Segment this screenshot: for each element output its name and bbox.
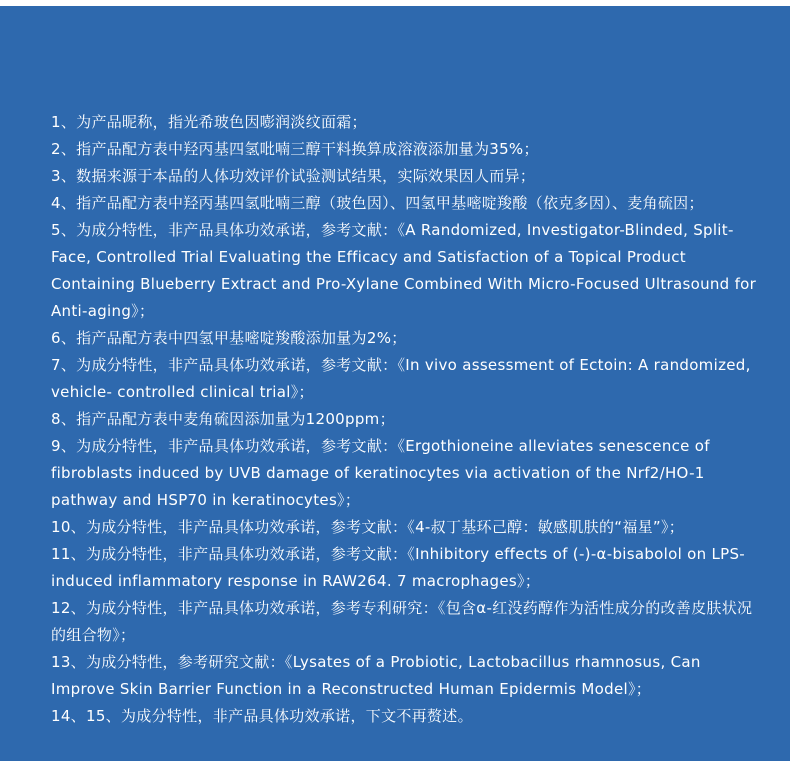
footnote-item: 10、为成分特性，非产品具体功效承诺，参考文献：《4-叔丁基环己醇：敏感肌肤的“福星”》； (51, 518, 685, 536)
footnote-item: 8、指产品配方表中麦角硫因添加量为1200ppm； (51, 410, 395, 428)
footnote-item: 1、为产品昵称，指光希玻色因嘭润淡纹面霜； (51, 113, 367, 131)
footnote-item: 2、指产品配方表中羟丙基四氢吡喃三醇干料换算成溶液添加量为35%； (51, 140, 539, 158)
footnote-list (51, 109, 763, 730)
footnote-item: 11、为成分特性，非产品具体功效承诺，参考文献：《Inhibitory effects of (-)-α-bisabolol on LPS-induced inflammatory response in RAW264. 7 macrophages》； (51, 545, 746, 590)
footnote-item: 5、为成分特性，非产品具体功效承诺，参考文献：《A Randomized, Investigator-Blinded, Split-Face, Controlled Trial Evaluating the Efficacy and Satisfaction of a Topical Product Containing Blueberry Extract and Pro-Xylane Combined With Micro-Focused Ultrasound for Anti-aging》； (51, 221, 757, 320)
footnote-item: 12、为成分特性，非产品具体功效承诺，参考专利研究：《包含α-红没药醇作为活性成分的改善皮肤状况的组合物》； (51, 599, 753, 644)
footnote-item: 13、为成分特性，参考研究文献：《Lysates of a Probiotic, Lactobacillus rhamnosus, Can Improve Skin Barrier Function in a Reconstructed Human Epidermis Model》； (51, 653, 701, 698)
footnote-item: 14、15、为成分特性，非产品具体功效承诺，下文不再赘述。 (51, 707, 473, 725)
footnote-item: 3、数据来源于本品的人体功效评价试验测试结果，实际效果因人而异； (51, 167, 536, 185)
footnote-item: 9、为成分特性，非产品具体功效承诺，参考文献：《Ergothioneine alleviates senescence of fibroblasts induced by UVB damage of keratinocytes via activation of the Nrf2/HO-1 pathway and HSP70 in keratinocytes》； (51, 437, 710, 509)
footnote-item: 7、为成分特性，非产品具体功效承诺，参考文献：《In vivo assessment of Ectoin: A randomized, vehicle- controlled clinical trial》； (51, 356, 751, 401)
footnotes-panel (0, 6, 790, 761)
footnote-item: 6、指产品配方表中四氢甲基嘧啶羧酸添加量为2%； (51, 329, 407, 347)
footnote-item: 4、指产品配方表中羟丙基四氢吡喃三醇（玻色因）、四氢甲基嘧啶羧酸（依克多因）、麦角硫因； (51, 194, 704, 212)
